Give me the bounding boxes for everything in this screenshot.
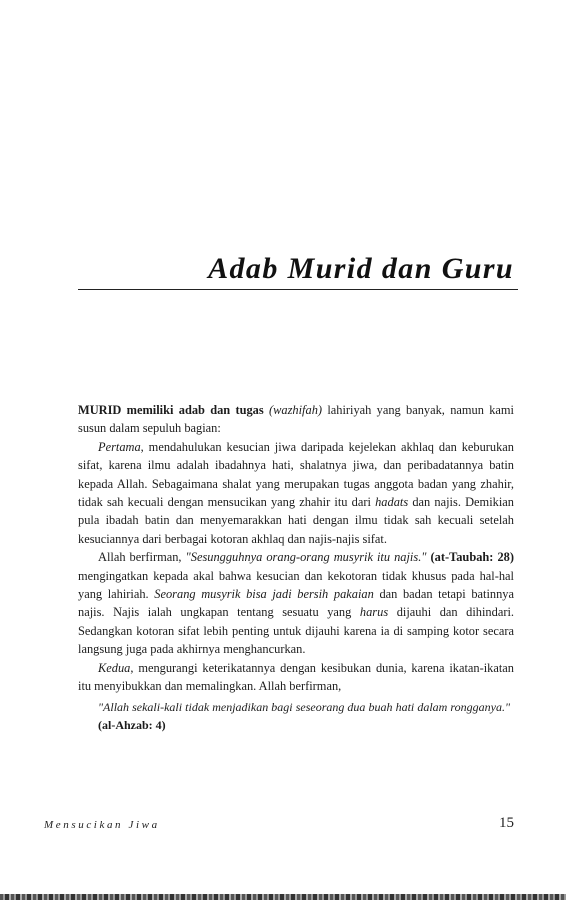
paragraph-2-lead: Pertama [98,439,141,454]
title-rule [78,289,518,290]
paragraph-3-italic2: harus [359,605,389,620]
paragraph-4-lead: Kedua [98,660,131,675]
paragraph-3-italic: Seorang musyrik bisa jadi bersih pakaian [154,587,374,602]
chapter-title: Adab Murid dan Guru [208,252,514,285]
block-quote-text: "Allah sekali-kali tidak menjadikan bagi seseorang dua buah hati dalam rongganya." [98,699,510,714]
paragraph-2-text2: dan najis. Demikian pula ibadah batin dan menyemarakkan hati dengan ilmu tidak sah kecuali setelah kesuciannya dari berbagai kotoran akhlaq dan najis-najis sifat. [78,495,514,546]
block-quote [98,698,510,734]
scan-edge [0,894,566,900]
paragraph-3 [78,548,514,658]
body-text [78,401,514,734]
paragraph-1 [78,401,514,438]
paragraph-3-ref: (at-Taubah: 28) [430,550,514,565]
page-number: 15 [499,815,514,831]
paragraph-4 [78,659,514,696]
paragraph-3-text2: mengingatkan kepada akal bahwa kesucian dan kekotoran tidak khusus pada hal-hal yang lahiriah. [78,568,514,602]
paragraph-1-lead: MURID memiliki adab dan tugas [78,403,264,417]
paragraph-3-text1: Allah berfirman, [98,550,182,565]
paragraph-2-text1: , mendahulukan kesucian jiwa daripada kejelekan akhlaq dan keburukan sifat, karena ilmu adalah ibadahnya hati, shalatnya jiwa, dan peribadatannya batin kepada Allah. Sebagaimana shalat yang merupakan tugas anggota badan yang zhahir, tidak sah kecuali dengan mensucikan yang zhahir itu dari [78,439,514,510]
block-quote-ref: (al-Ahzab: 4) [98,717,166,732]
footer-book-title: Mensucikan Jiwa [44,819,160,831]
paragraph-4-text: , mengurangi keterikatannya dengan kesibukan dunia, karena ikatan-ikatan itu menyibukkan dan memalingkan. Allah berfirman, [78,660,514,694]
paragraph-2-term: hadats [375,495,409,510]
paragraph-2 [78,438,514,548]
paragraph-3-text3: dan badan tetapi batinnya najis. Najis ialah ungkapan tentang sesuatu yang [78,587,514,620]
paragraph-3-text4: dijauhi dan dihindari. Sedangkan kotoran sifat lebih penting untuk dijauhi karena ia di samping kotor secara langsung juga pada akhirnya menghancurkan. [78,605,514,657]
paragraph-3-quote: "Sesungguhnya orang-orang musyrik itu najis." [185,550,427,565]
paragraph-1-term: (wazhifah) [269,403,323,417]
paragraph-1-rest: lahiriyah yang banyak, namun kami susun dalam sepuluh bagian: [78,403,514,436]
